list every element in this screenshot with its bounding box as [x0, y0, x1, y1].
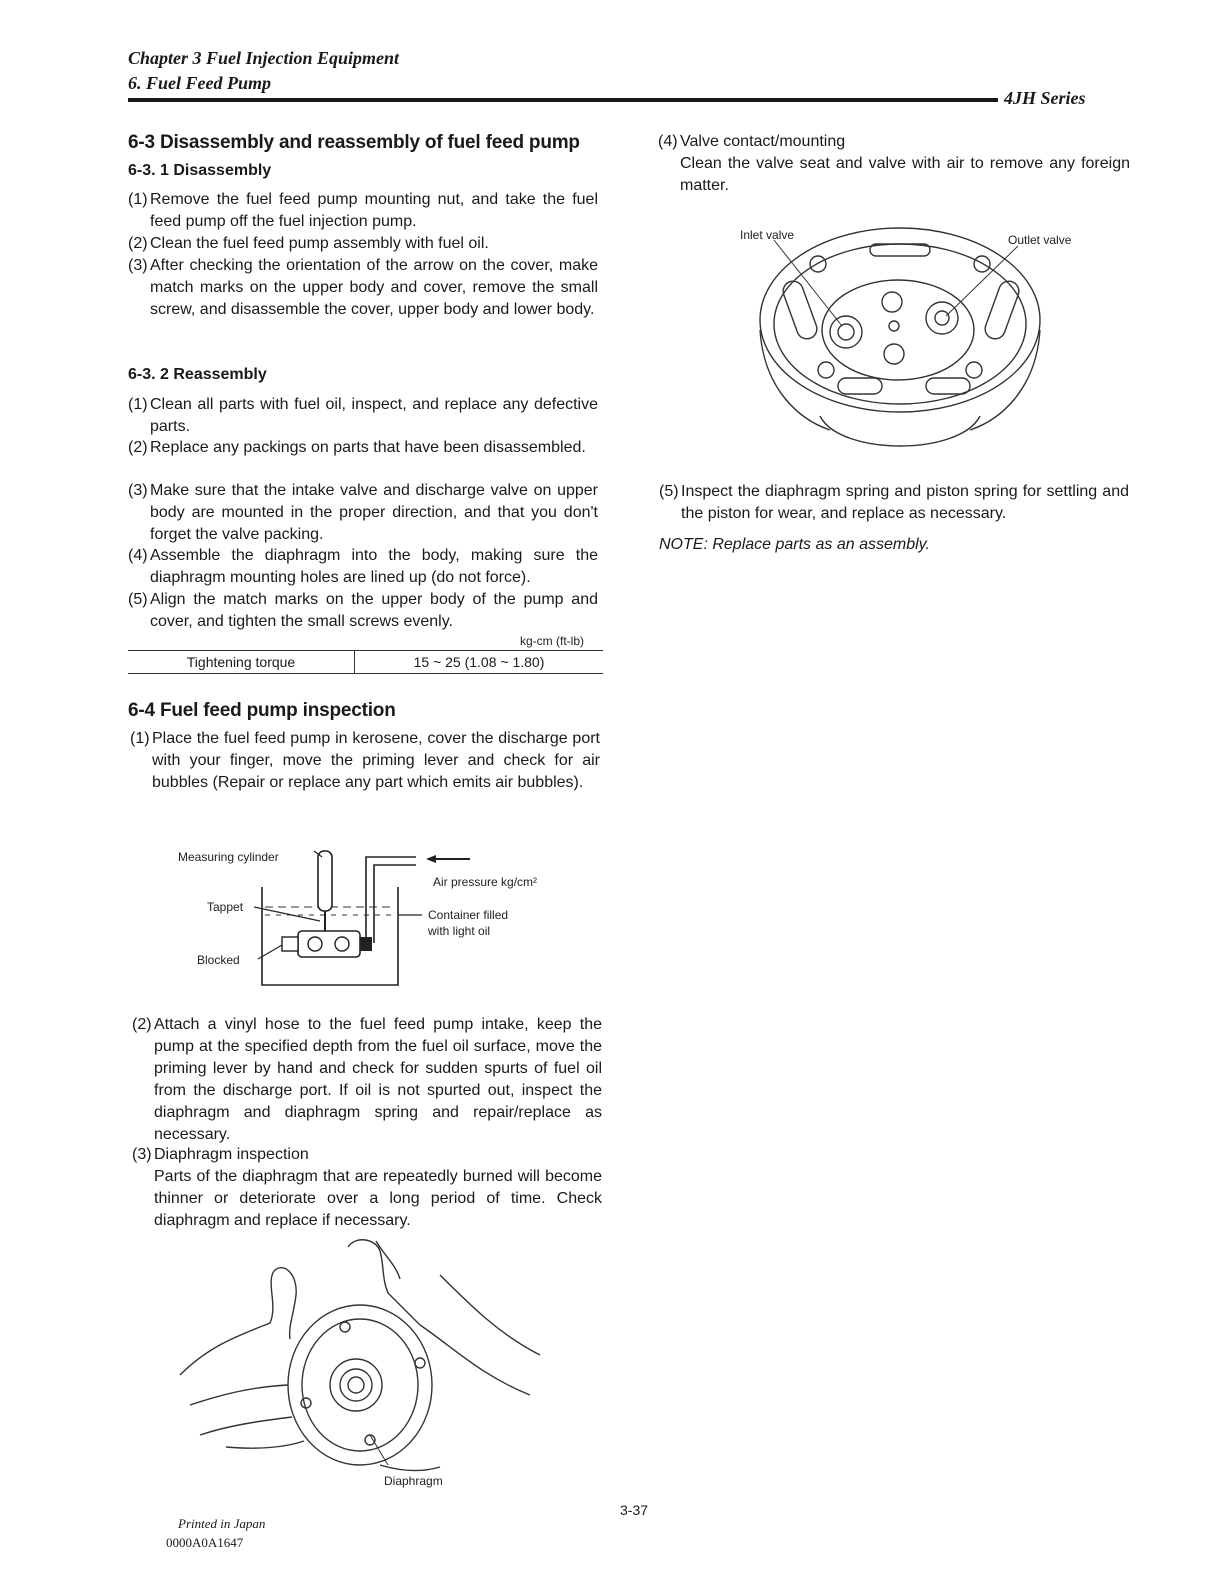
- section-6-3-2-title: 6-3. 2 Reassembly: [128, 366, 267, 383]
- note-text: NOTE: Replace parts as an assembly.: [659, 536, 930, 553]
- item-text: Inspect the diaphragm spring and piston spring for settling and the piston for wear, and replace as necessary.: [681, 483, 1129, 522]
- item-title: Valve contact/mounting: [680, 133, 846, 150]
- list-item: [132, 1014, 602, 1146]
- item-text: Parts of the diaphragm that are repeatedly burned will become thinner or deteriorate over a long period of time. Check diaphragm and replace if necessary.: [154, 1168, 602, 1229]
- list-item: [128, 545, 598, 589]
- item-number: (3): [132, 1146, 152, 1163]
- item-number: (4): [658, 133, 678, 150]
- list-item: [659, 481, 1129, 525]
- section-6-3-1-title: 6-3. 1 Disassembly: [128, 162, 272, 179]
- section-6-4-title: 6-4 Fuel feed pump inspection: [128, 700, 396, 721]
- item-text: After checking the orientation of the arrow on the cover, make match marks on the upper body and cover, remove the small screw, and disassemble the cover, upper body and lower body.: [150, 257, 598, 318]
- list-item: [128, 394, 598, 438]
- label-container-line1: Container filled: [428, 908, 509, 922]
- diaphragm-illustration: [170, 1235, 570, 1475]
- item-text: Clean all parts with fuel oil, inspect, and replace any defective parts.: [150, 396, 598, 435]
- page-number: 3-37: [620, 1502, 649, 1518]
- list-item: [658, 131, 1130, 197]
- valve-diagram: [730, 220, 1090, 460]
- section-title: 6. Fuel Feed Pump: [128, 73, 271, 93]
- list-item: [130, 728, 600, 794]
- list-item: [128, 437, 598, 459]
- item-text: Align the match marks on the upper body of the pump and cover, and tighten the small screws evenly.: [150, 591, 598, 630]
- label-inlet-valve: Inlet valve: [740, 228, 795, 242]
- printed-in: Printed in Japan: [178, 1516, 266, 1531]
- section-6-3-title: 6-3 Disassembly and reassembly of fuel feed pump: [128, 132, 580, 153]
- list-item: [132, 1144, 602, 1232]
- table-row: [128, 651, 603, 674]
- chapter-title: Chapter 3 Fuel Injection Equipment: [128, 48, 400, 68]
- item-number: (3): [128, 482, 148, 499]
- item-number: (1): [128, 191, 148, 208]
- torque-value: 15 ~ 25 (1.08 ~ 1.80): [355, 651, 604, 674]
- item-number: (1): [130, 730, 150, 747]
- item-number: (1): [128, 396, 148, 413]
- label-tappet: Tappet: [207, 900, 244, 914]
- series-label: 4JH Series: [1004, 88, 1086, 108]
- list-item: [128, 189, 598, 233]
- document-code: 0000A0A1647: [166, 1535, 244, 1550]
- list-item: [128, 480, 598, 546]
- item-text: Clean the valve seat and valve with air to remove any foreign matter.: [680, 155, 1130, 194]
- label-container-line2: with light oil: [428, 924, 491, 938]
- torque-unit: kg-cm (ft-lb): [520, 634, 584, 648]
- item-text: Clean the fuel feed pump assembly with fuel oil.: [150, 235, 489, 252]
- item-text: Remove the fuel feed pump mounting nut, and take the fuel feed pump off the fuel injection pump.: [150, 191, 598, 230]
- torque-label: Tightening torque: [128, 651, 355, 674]
- item-text: Make sure that the intake valve and discharge valve on upper body are mounted in the proper direction, and that you don't forget the valve packing.: [150, 482, 598, 543]
- label-blocked: Blocked: [197, 953, 240, 967]
- header-rule: [128, 98, 998, 102]
- item-number: (5): [128, 591, 148, 608]
- item-number: (5): [659, 483, 679, 500]
- label-outlet-valve: Outlet valve: [1008, 233, 1072, 247]
- item-number: (2): [128, 235, 148, 252]
- item-number: (2): [132, 1016, 152, 1033]
- list-item: [128, 233, 598, 255]
- item-text: Attach a vinyl hose to the fuel feed pump intake, keep the pump at the specified depth from the fuel oil surface, move the priming lever by hand and check for sudden spurts of fuel oil from the discharge port. If oil is not spurted out, inspect the diaphragm and diaphragm spring and repair/replace as necessary.: [154, 1016, 602, 1143]
- item-number: (4): [128, 547, 148, 564]
- list-item: [128, 255, 598, 321]
- item-text: Assemble the diaphragm into the body, making sure the diaphragm mounting holes are lined up (do not force).: [150, 547, 598, 586]
- label-diaphragm: Diaphragm: [384, 1474, 443, 1488]
- item-number: (2): [128, 439, 148, 456]
- label-measuring-cylinder: Measuring cylinder: [178, 850, 279, 864]
- item-title: Diaphragm inspection: [154, 1146, 309, 1163]
- item-text: Replace any packings on parts that have been disassembled.: [150, 439, 586, 456]
- item-text: Place the fuel feed pump in kerosene, cover the discharge port with your finger, move the priming lever and check for air bubbles (Repair or replace any part which emits air bubbles).: [152, 730, 600, 791]
- label-air-pressure: Air pressure kg/cm²: [433, 875, 538, 889]
- list-item: [128, 589, 598, 633]
- torque-table: [128, 650, 603, 674]
- item-number: (3): [128, 257, 148, 274]
